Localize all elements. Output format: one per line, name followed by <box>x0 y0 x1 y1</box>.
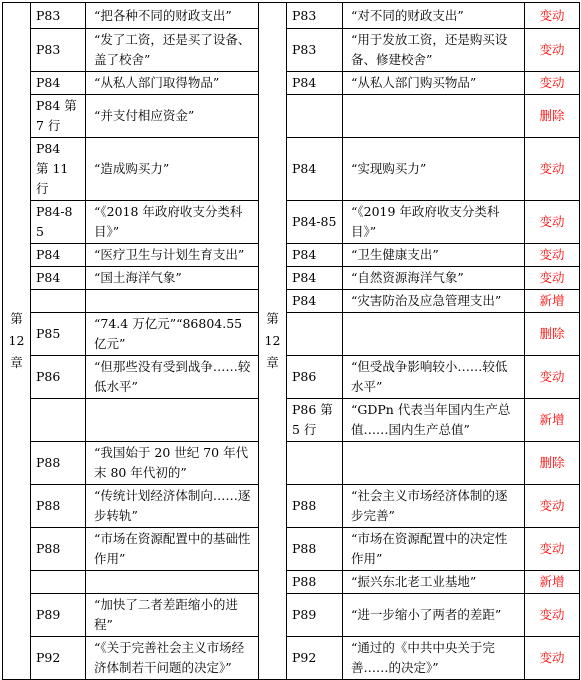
old-page-cell <box>31 399 86 442</box>
new-page-cell: P83 <box>287 3 343 29</box>
change-status-cell: 新增 <box>525 290 580 313</box>
old-page-cell: P84 第 11 行 <box>31 138 86 201</box>
old-text-cell: “医疗卫生与计划生育支出” <box>86 244 259 267</box>
old-page-cell: P85 <box>31 313 86 356</box>
table-row <box>3 267 580 290</box>
old-page-cell <box>31 571 86 594</box>
table-row <box>3 95 580 138</box>
old-page-cell <box>31 290 86 313</box>
new-text-cell: “社会主义市场经济体制的逐步完善” <box>343 485 525 528</box>
table-row <box>3 637 580 680</box>
old-text-cell <box>86 399 259 442</box>
new-text-cell: “GDPn 代表当年国内生产总值……国内生产总值” <box>343 399 525 442</box>
new-page-cell <box>287 313 343 356</box>
left-chapter-label: 第 <box>10 311 23 326</box>
change-status-cell: 变动 <box>525 356 580 399</box>
new-page-cell: P88 <box>287 571 343 594</box>
old-page-cell: P83 <box>31 29 86 72</box>
new-text-cell: “自然资源海洋气象” <box>343 267 525 290</box>
old-page-cell: P84 <box>31 267 86 290</box>
new-text-cell: “从私人部门购买物品” <box>343 72 525 95</box>
right-chapter-label: 第 <box>266 311 279 326</box>
change-status-cell: 新增 <box>525 399 580 442</box>
new-page-cell <box>287 442 343 485</box>
new-page-cell: P84 <box>287 244 343 267</box>
right-chapter-label: 章 <box>266 355 279 370</box>
new-text-cell: “用于发放工资，还是购买设备、修建校舍” <box>343 29 525 72</box>
change-status-cell: 变动 <box>525 138 580 201</box>
table-row <box>3 399 580 442</box>
right-chapter-label: 12 <box>264 333 281 348</box>
old-page-cell: P88 <box>31 442 86 485</box>
old-text-cell: “《2018 年政府收支分类科目》” <box>86 201 259 244</box>
new-page-cell: P84 <box>287 72 343 95</box>
old-text-cell: “把各种不同的财政支出” <box>86 3 259 29</box>
table-row <box>3 594 580 637</box>
left-chapter-label: 章 <box>10 355 23 370</box>
old-text-cell: “74.4 万亿元”“86804.55 亿元” <box>86 313 259 356</box>
new-page-cell: P84 <box>287 267 343 290</box>
old-text-cell: “并支付相应资金” <box>86 95 259 138</box>
left-chapter-cell <box>3 3 31 680</box>
new-text-cell: “对不同的财政支出” <box>343 3 525 29</box>
table-row <box>3 244 580 267</box>
new-page-cell: P92 <box>287 637 343 680</box>
table-row <box>3 485 580 528</box>
new-text-cell <box>343 313 525 356</box>
change-status-cell: 新增 <box>525 571 580 594</box>
new-text-cell <box>343 442 525 485</box>
new-page-cell: P84 <box>287 138 343 201</box>
change-status-cell: 变动 <box>525 3 580 29</box>
old-text-cell: “市场在资源配置中的基础性作用” <box>86 528 259 571</box>
change-status-cell: 变动 <box>525 594 580 637</box>
old-text-cell: “但那些没有受到战争……较低水平” <box>86 356 259 399</box>
new-page-cell <box>287 95 343 138</box>
left-chapter-label: 12 <box>8 333 25 348</box>
new-page-cell: P83 <box>287 29 343 72</box>
table-row <box>3 29 580 72</box>
new-page-cell: P88 <box>287 485 343 528</box>
new-page-cell: P88 <box>287 528 343 571</box>
old-page-cell: P84-85 <box>31 201 86 244</box>
right-chapter-cell <box>259 3 287 680</box>
table-row <box>3 138 580 201</box>
old-text-cell: “我国始于 20 世纪 70 年代末 80 年代初的” <box>86 442 259 485</box>
old-text-cell <box>86 571 259 594</box>
change-status-cell: 变动 <box>525 637 580 680</box>
table-row <box>3 442 580 485</box>
old-text-cell: “传统计划经济体制向……逐步转轨” <box>86 485 259 528</box>
new-text-cell: “灾害防治及应急管理支出” <box>343 290 525 313</box>
old-page-cell: P84 <box>31 244 86 267</box>
changes-table <box>2 2 580 680</box>
table-row <box>3 3 580 29</box>
new-text-cell: “但受战争影响较小……较低水平” <box>343 356 525 399</box>
table-row <box>3 356 580 399</box>
old-text-cell <box>86 290 259 313</box>
new-text-cell <box>343 95 525 138</box>
old-page-cell: P84 <box>31 72 86 95</box>
new-text-cell: “通过的《中共中央关于完善……的决定》” <box>343 637 525 680</box>
old-page-cell: P84 第 7 行 <box>31 95 86 138</box>
change-status-cell: 变动 <box>525 244 580 267</box>
old-text-cell: “从私人部门取得物品” <box>86 72 259 95</box>
new-text-cell: “实现购买力” <box>343 138 525 201</box>
change-status-cell: 变动 <box>525 29 580 72</box>
old-page-cell: P88 <box>31 528 86 571</box>
new-page-cell: P84-85 <box>287 201 343 244</box>
new-page-cell: P86 <box>287 356 343 399</box>
table-row <box>3 528 580 571</box>
old-text-cell: “造成购买力” <box>86 138 259 201</box>
change-status-cell: 变动 <box>525 528 580 571</box>
change-status-cell: 删除 <box>525 313 580 356</box>
new-page-cell: P89 <box>287 594 343 637</box>
old-text-cell: “《关于完善社会主义市场经济体制若干问题的决定》” <box>86 637 259 680</box>
old-text-cell: “加快了二者差距缩小的进程” <box>86 594 259 637</box>
change-status-cell: 变动 <box>525 485 580 528</box>
new-text-cell: “《2019 年政府收支分类科目》” <box>343 201 525 244</box>
old-page-cell: P89 <box>31 594 86 637</box>
change-status-cell: 删除 <box>525 442 580 485</box>
table-row <box>3 201 580 244</box>
table-row <box>3 571 580 594</box>
change-status-cell: 变动 <box>525 201 580 244</box>
old-text-cell: “发了工资，还是买了设备、盖了校舍” <box>86 29 259 72</box>
old-page-cell: P86 <box>31 356 86 399</box>
table-row <box>3 313 580 356</box>
old-page-cell: P88 <box>31 485 86 528</box>
new-page-cell: P84 <box>287 290 343 313</box>
new-text-cell: “卫生健康支出” <box>343 244 525 267</box>
old-text-cell: “国土海洋气象” <box>86 267 259 290</box>
change-status-cell: 删除 <box>525 95 580 138</box>
new-text-cell: “进一步缩小了两者的差距” <box>343 594 525 637</box>
old-page-cell: P83 <box>31 3 86 29</box>
table-row <box>3 290 580 313</box>
new-page-cell: P86 第 5 行 <box>287 399 343 442</box>
change-status-cell: 变动 <box>525 72 580 95</box>
change-status-cell: 变动 <box>525 267 580 290</box>
table-row <box>3 72 580 95</box>
old-page-cell: P92 <box>31 637 86 680</box>
new-text-cell: “振兴东北老工业基地” <box>343 571 525 594</box>
new-text-cell: “市场在资源配置中的决定性作用” <box>343 528 525 571</box>
